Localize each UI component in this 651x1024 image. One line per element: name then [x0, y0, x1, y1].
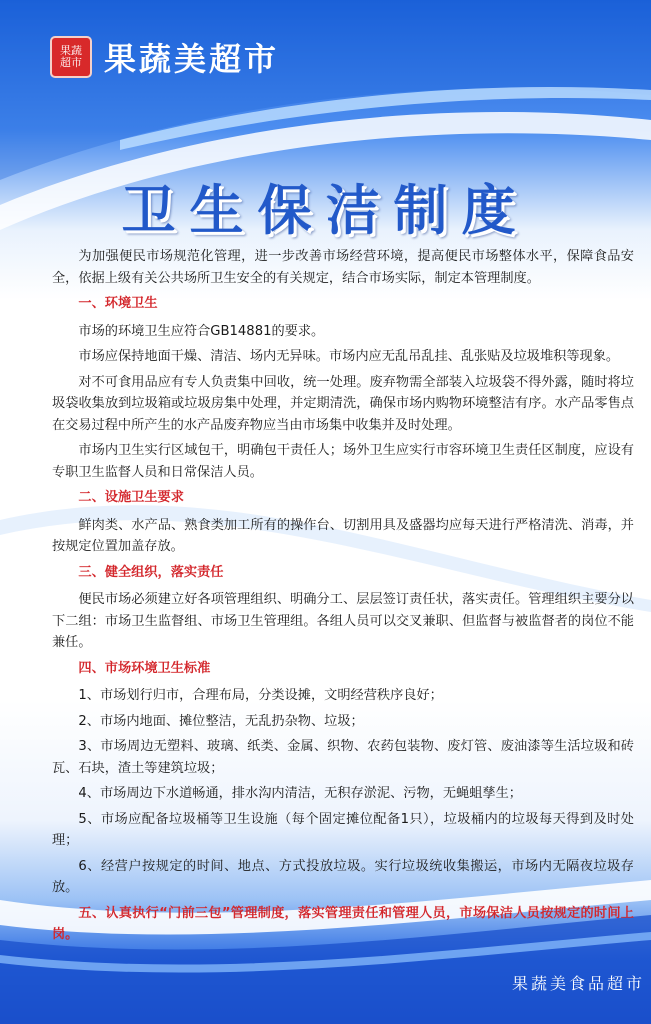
paragraph: 市场应保持地面干燥、清洁、场内无异味。市场内应无乱吊乱挂、乱张贴及垃圾堆积等现象。	[78, 349, 620, 364]
list-item: 2、市场内地面、摊位整洁，无乱扔杂物、垃圾；	[78, 713, 364, 729]
list-item: 3、市场周边无塑料、玻璃、纸类、金属、织物、农药包装物、废灯管、废油漆等生活垃圾和砖瓦、石块，渣土等建筑垃圾；	[52, 739, 634, 776]
paragraph: 对不可食用品应有专人负责集中回收，统一处理。废弃物需全部装入垃圾袋不得外露，随时将垃圾袋收集放到垃圾箱或垃圾房集中处理，并定期清洗，确保市场内购物环境整洁有序。水产品零售点在交易过程中所产生的水产品废弃物应当由市场集中收集并及时处理。	[52, 374, 634, 433]
paragraph: 鲜肉类、水产品、熟食类加工所有的操作台、切割用具及盛器均应每天进行严格清洗、消毒，并按规定位置加盖存放。	[52, 517, 634, 554]
footer-brand: 果蔬美食品超市	[511, 974, 645, 993]
brand-name: 果蔬美超市	[104, 40, 280, 78]
regulation-body	[52, 246, 634, 950]
page-title: 卫生保洁制度	[121, 179, 530, 242]
list-item: 5、市场应配备垃圾桶等卫生设施（每个固定摊位配备1只），垃圾桶内的垃圾每天得到及时处理；	[52, 811, 634, 848]
list-item: 4、市场周边下水道畅通，排水沟内清洁，无积存淤泥、污物，无蝇蛆孳生；	[78, 786, 522, 801]
logo	[50, 36, 92, 78]
paragraph: 便民市场必须建立好各项管理组织、明确分工、层层签订责任状，落实责任。管理组织主要分以下二组：市场卫生监督组、市场卫生管理组。各组人员可以交叉兼职、但监督与被监督者的岗位不能兼任。	[52, 592, 634, 650]
logo-text: 果蔬超市	[60, 44, 82, 69]
section-heading: 三、健全组织，落实责任	[78, 564, 224, 580]
paragraph: 市场的环境卫生应符合GB14881的要求。	[78, 323, 325, 339]
section-heading: 二、设施卫生要求	[78, 490, 184, 505]
closing-paragraph: 五、认真执行“门前三包”管理制度，落实管理责任和管理人员，市场保洁人员按规定的时间上岗。	[52, 905, 634, 942]
intro-paragraph: 为加强便民市场规范化管理，进一步改善市场经营环境，提高便民市场整体水平，保障食品安全，依据上级有关公共场所卫生安全的有关规定，结合市场实际，制定本管理制度。	[52, 249, 634, 286]
section-heading: 一、环境卫生	[78, 296, 158, 311]
section-heading: 四、市场环境卫生标准	[78, 660, 211, 676]
list-item: 1、市场划行归市，合理布局，分类设摊，文明经营秩序良好；	[78, 688, 443, 703]
list-item: 6、经营户按规定的时间、地点、方式投放垃圾。实行垃圾统收集搬运，市场内无隔夜垃圾存放。	[52, 858, 634, 895]
paragraph: 市场内卫生实行区域包干，明确包干责任人；场外卫生应实行市容环境卫生责任区制度，应设有专职卫生监督人员和日常保洁人员。	[52, 443, 634, 480]
